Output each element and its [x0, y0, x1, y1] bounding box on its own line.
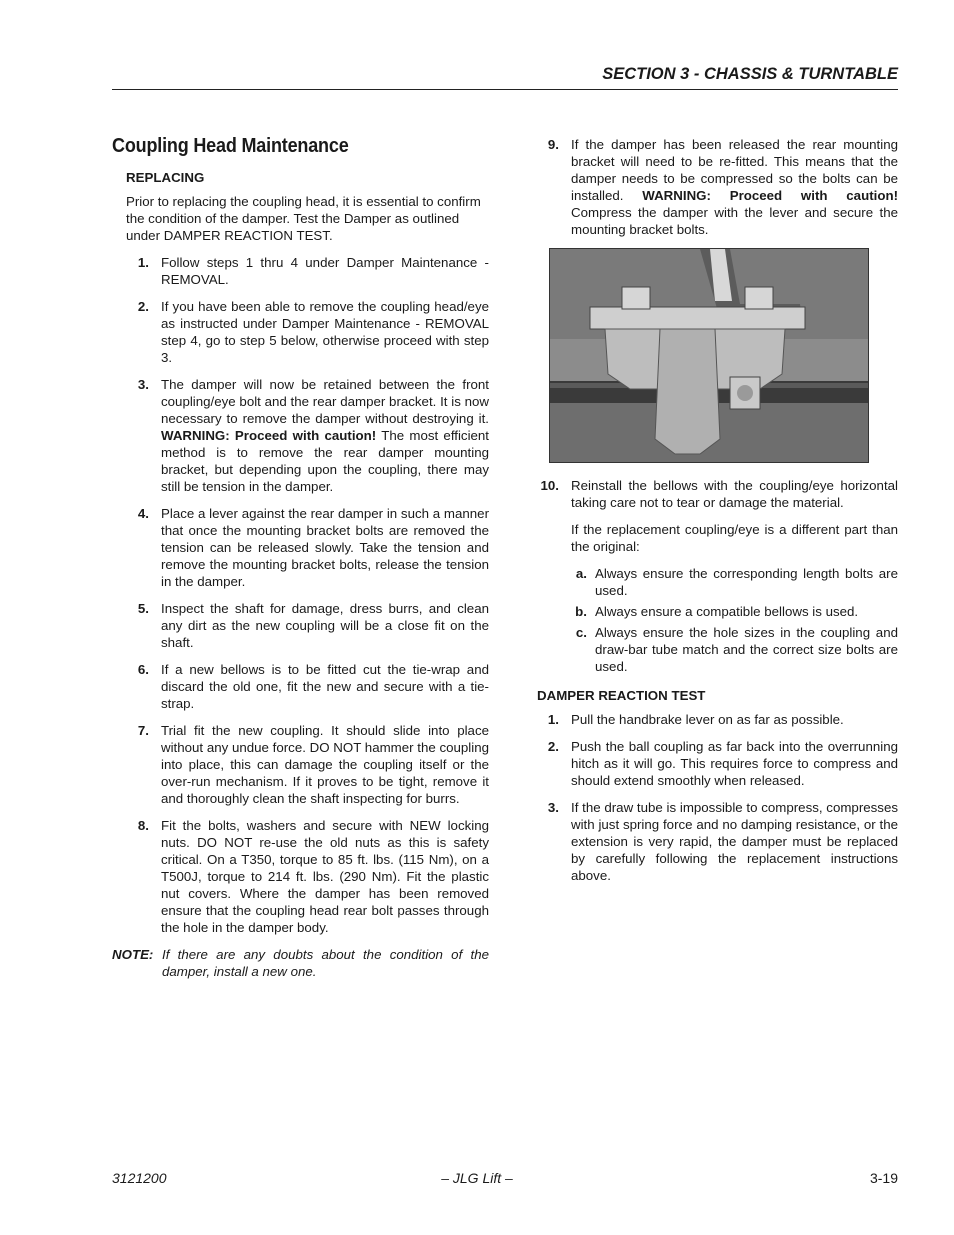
step-text: Place a lever against the rear damper in such a manner that once the mounting bracket bolts are removed the tension can be released slowly. Take the tension and remove the mounting bracket bolts, release the tension in the damper.: [161, 506, 489, 589]
step-number: 9.: [547, 137, 559, 152]
test-step-1: [537, 711, 898, 728]
step-number: 8.: [137, 818, 149, 833]
note: [112, 946, 489, 980]
test-step-2: [537, 738, 898, 789]
section-header: SECTION 3 - CHASSIS & TURNTABLE: [602, 65, 898, 83]
step-text: Fit the bolts, washers and secure with NEW locking nuts. DO NOT re-use the old nuts as this is safety critical. On a T350, torque to 85 ft. lbs. (115 Nm), on a T500J, torque to 214 ft. lbs. (290 Nm). Fit the plastic nut covers. Where the damper has been removed ensure that the coupling head rear bolt passes through the hole in the damper body.: [161, 818, 489, 935]
step-text: [571, 136, 898, 238]
step-text: If you have been able to remove the coupling head/eye as instructed under Damper Maintenance - REMOVAL step 4, go to step 5 below, otherwise proceed with step 3.: [161, 299, 489, 365]
doc-number: 3121200: [112, 1170, 167, 1186]
step-number: 2.: [137, 299, 149, 314]
test-step-3: [537, 799, 898, 884]
step-text-part: The damper will now be retained between the front coupling/eye bolt and the rear damper bracket. It is now necessary to remove the damper without destroying it.: [161, 377, 489, 426]
step-10-extra: If the replacement coupling/eye is a different part than the original:: [571, 522, 898, 554]
step-9: [537, 136, 898, 238]
step-text: Push the ball coupling as far back into the overrunning hitch as it will go. This requires force to compress and should extend smoothly when released.: [571, 739, 898, 788]
step-text: If a new bellows is to be fitted cut the tie-wrap and discard the old one, fit the new and secure with a tie-strap.: [161, 662, 489, 711]
replacing-intro: Prior to replacing the coupling head, it is essential to confirm the condition of the damper. Test the Damper as outlined under DAMPER REACTION TEST.: [126, 194, 481, 243]
sub-step-a: [537, 565, 898, 599]
step-number: 1.: [137, 255, 149, 270]
step-6: [112, 661, 489, 712]
damper-test-heading: DAMPER REACTION TEST: [537, 688, 706, 703]
step-number: 3.: [137, 377, 149, 392]
damper-bracket-photo: [549, 248, 869, 463]
page-number: 3-19: [869, 1170, 898, 1186]
replacing-heading: REPLACING: [126, 170, 205, 185]
right-column: [537, 136, 898, 894]
left-column: [112, 135, 489, 980]
header-rule: [112, 89, 898, 90]
warning-text: WARNING: Proceed with caution!: [642, 188, 898, 203]
step-2: [112, 298, 489, 366]
step-text: Inspect the shaft for damage, dress burrs, and clean any dirt as the new coupling will be a close fit on the shaft.: [161, 601, 489, 650]
step-number: 5.: [137, 601, 149, 616]
sub-text: Always ensure the hole sizes in the coupling and draw-bar tube match and the correct size bolts are used.: [595, 625, 898, 674]
step-text-part: If the damper has been released the rear mounting bracket will need to be re-fitted. This means that the damper needs to be compressed so the bolts can be installed.: [571, 137, 898, 203]
sub-text: Always ensure the corresponding length bolts are used.: [595, 566, 898, 598]
step-text: Follow steps 1 thru 4 under Damper Maintenance - REMOVAL.: [161, 255, 489, 287]
sub-letter: c.: [575, 625, 587, 640]
footer-brand: – JLG Lift –: [441, 1170, 513, 1186]
step-8: [112, 817, 489, 936]
step-text: Trial fit the new coupling. It should slide into place without any undue force. DO NOT hammer the coupling into place, this can damage the coupling itself or the over-run mechanism. If it proves to be tight, remove it and thoroughly clean the shaft inspecting for burrs.: [161, 723, 489, 806]
step-number: 3.: [547, 800, 559, 815]
damper-bracket-illustration: [550, 249, 868, 462]
step-text-part: Compress the damper with the lever and secure the mounting bracket bolts.: [571, 205, 898, 237]
step-4: [112, 505, 489, 590]
sub-step-c: [537, 624, 898, 675]
step-text: If the draw tube is impossible to compress, compresses with just spring force and no damping resistance, or the extension is very rapid, the damper must be replaced by carefully following the replacement instructions above.: [571, 800, 898, 883]
step-text: Reinstall the bellows with the coupling/eye horizontal taking care not to tear or damage the material.: [571, 478, 898, 510]
warning-text: WARNING: Proceed with caution!: [161, 428, 377, 443]
note-label: NOTE:: [112, 947, 154, 962]
step-3: [112, 376, 489, 495]
step-10: [537, 477, 898, 511]
step-5: [112, 600, 489, 651]
step-number: 10.: [540, 478, 559, 493]
step-number: 2.: [547, 739, 559, 754]
step-text-part: The most efficient method is to remove the rear damper mounting bracket, but depending upon the coupling, there may still be tension in the damper.: [161, 428, 490, 494]
sub-letter: b.: [575, 604, 587, 619]
step-1: [112, 254, 489, 288]
step-7: [112, 722, 489, 807]
step-number: 6.: [137, 662, 149, 677]
step-number: 4.: [137, 506, 149, 521]
step-number: 7.: [137, 723, 149, 738]
sub-step-b: [537, 603, 898, 620]
step-number: 1.: [547, 712, 559, 727]
page-title: Coupling Head Maintenance: [112, 135, 349, 157]
note-text: If there are any doubts about the condition of the damper, install a new one.: [162, 947, 489, 979]
step-text: [161, 376, 489, 495]
step-text: Pull the handbrake lever on as far as possible.: [571, 712, 844, 727]
sub-letter: a.: [575, 566, 587, 581]
sub-text: Always ensure a compatible bellows is used.: [595, 604, 859, 619]
